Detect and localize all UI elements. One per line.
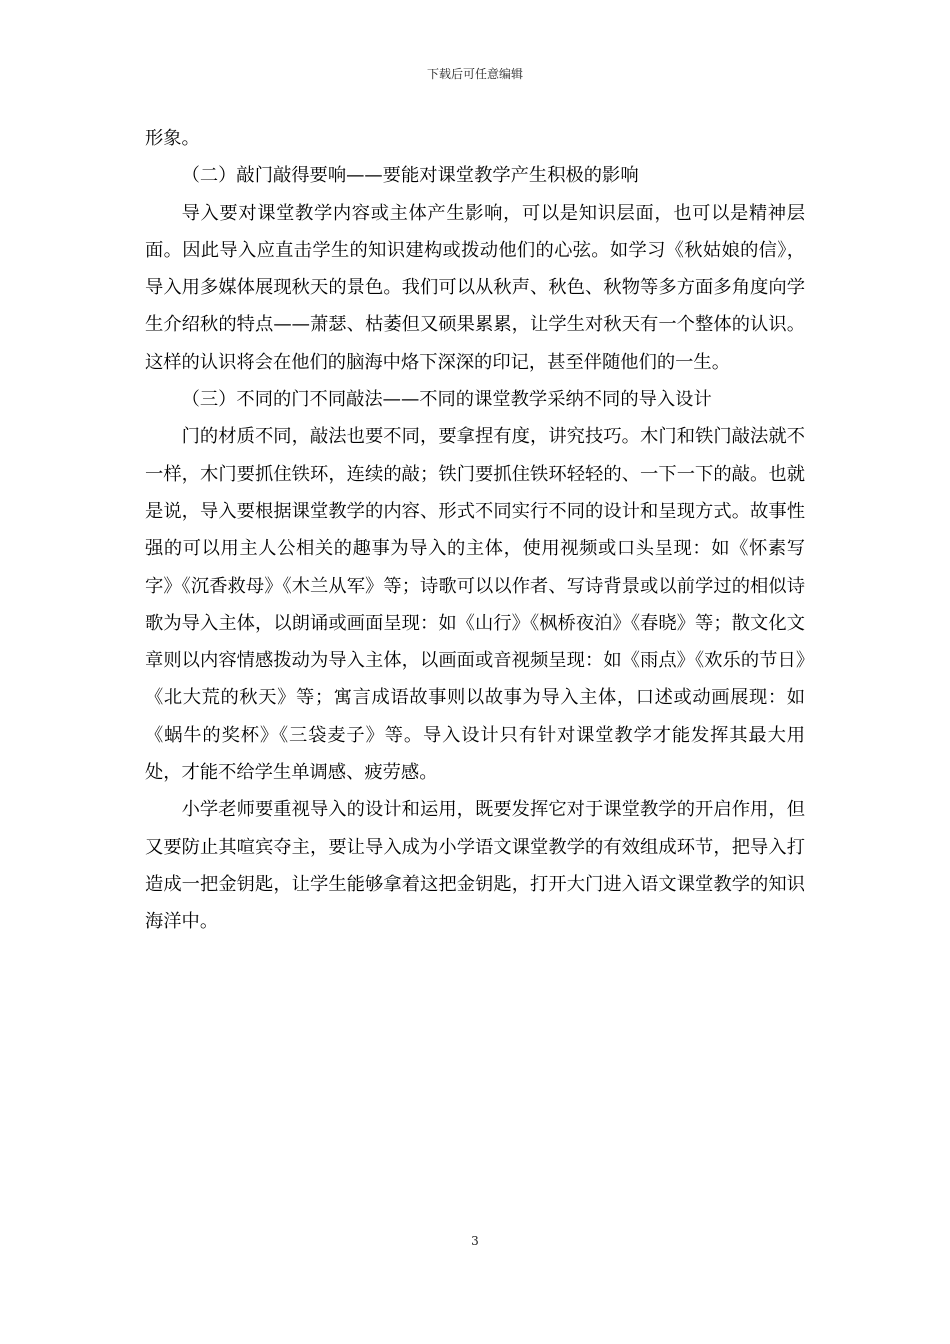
document-body	[145, 120, 805, 941]
paragraph-body: 门的材质不同，敲法也要不同，要拿捏有度，讲究技巧。木门和铁门敲法就不一样，木门要抓住铁环，连续的敲；铁门要抓住铁环轻轻的、一下一下的敲。也就是说，导入要根据课堂教学的内容、形式不同实行不同的设计和呈现方式。故事性强的可以用主人公相关的趣事为导入的主体，使用视频或口头呈现：如《怀素写字》《沉香救母》《木兰从军》等；诗歌可以以作者、写诗背景或以前学过的相似诗歌为导入主体，以朗诵或画面呈现：如《山行》《枫桥夜泊》《春晓》等；散文化文章则以内容情感拨动为导入主体，以画面或音视频呈现：如《雨点》《欢乐的节日》《北大荒的秋天》等；寓言成语故事则以故事为导入主体，口述或动画展现：如《蜗牛的奖杯》《三袋麦子》等。导入设计只有针对课堂教学才能发挥其最大用处，才能不给学生单调感、疲劳感。	[145, 426, 805, 784]
paragraph-conclusion: 小学老师要重视导入的设计和运用，既要发挥它对于课堂教学的开启作用，但又要防止其喧宾夺主，要让导入成为小学语文课堂教学的有效组成环节，把导入打造成一把金钥匙，让学生能够拿着这把金钥匙，打开大门进入语文课堂教学的知识海洋中。	[145, 799, 805, 933]
section-heading-2: （二）敲门敲得要响——要能对课堂教学产生积极的影响	[181, 165, 639, 187]
paragraph-continuation: 形象。	[145, 128, 200, 149]
page-number: 3	[471, 1234, 479, 1248]
section-heading-3: （三）不同的门不同敲法——不同的课堂教学采纳不同的导入设计	[181, 389, 712, 411]
page-header: 下载后可任意编辑	[426, 67, 523, 81]
paragraph-body: 导入要对课堂教学内容或主体产生影响，可以是知识层面，也可以是精神层面。因此导入应直击学生的知识建构或拨动他们的心弦。如学习《秋姑娘的信》，导入用多媒体展现秋天的景色。我们可以从秋声、秋色、秋物等多方面多角度向学生介绍秋的特点——萧瑟、枯萎但又硕果累累，让学生对秋天有一个整体的认识。这样的认识将会在他们的脑海中烙下深深的印记，甚至伴随他们的一生。	[145, 202, 805, 373]
